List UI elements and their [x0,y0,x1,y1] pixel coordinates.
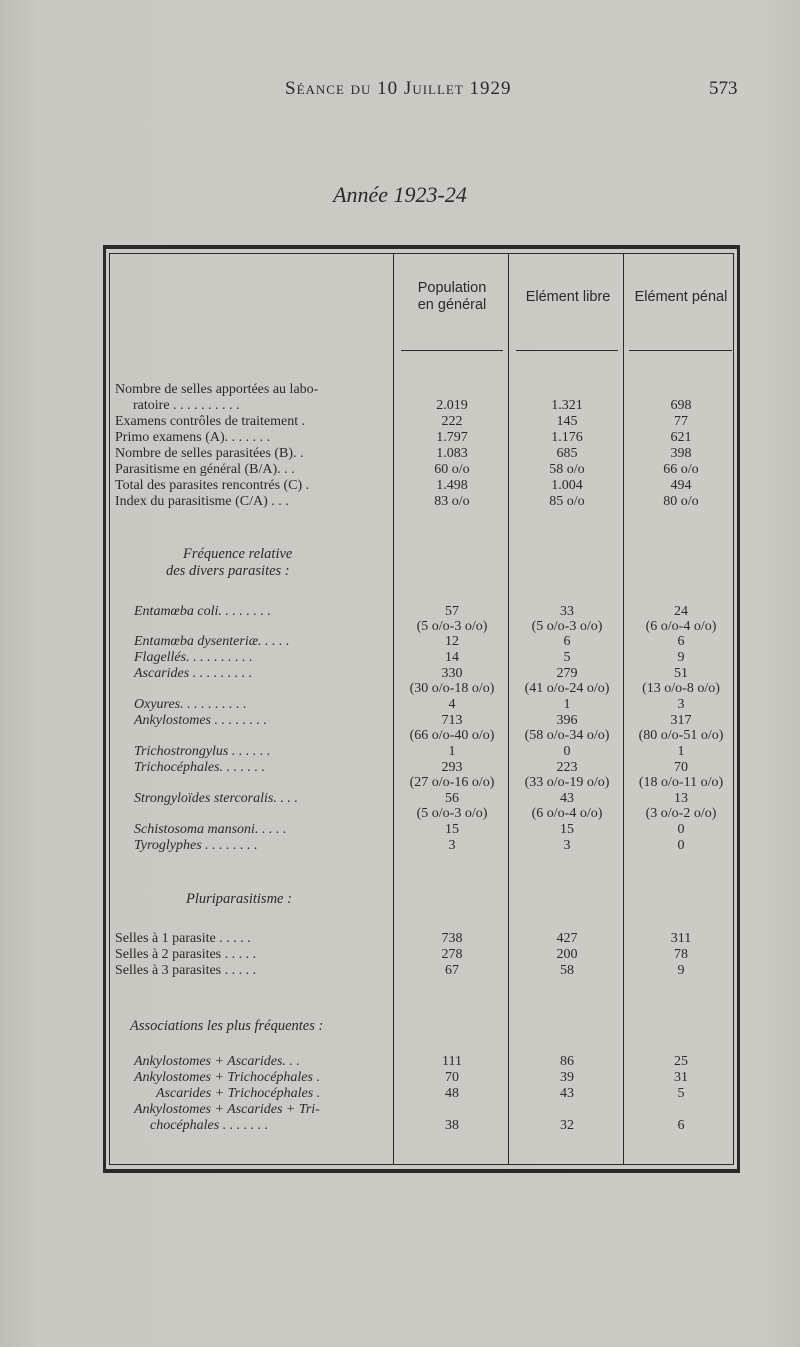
table-row [0,760,800,776]
row-label: Ankylostomes + Ascarides. . . [134,1054,300,1069]
row-value-3: (3 o/o-2 o/o) [645,806,717,821]
row-value-1: (5 o/o-3 o/o) [416,806,488,821]
row-value-3: 621 [670,430,692,445]
row-value-2: 58 o/o [549,462,585,477]
row-value-3: 3 [677,697,685,712]
row-label: Ascarides + Trichocéphales . [156,1086,321,1101]
running-title: Séance du 10 Juillet 1929 [285,78,512,99]
table-row [0,1102,800,1118]
row-value-3: 70 [674,760,688,775]
header-rule [516,350,618,351]
row-label: Trichostrongylus . . . . . . [134,744,271,759]
row-label: Examens contrôles de traitement . [115,414,306,429]
table-row [0,806,800,822]
row-label: Ankylostomes + Ascarides + Tri- [134,1102,320,1117]
row-value-3: 31 [674,1070,688,1085]
table-row [0,963,800,979]
row-label: Schistosoma mansoni. . . . . [134,822,287,837]
row-value-3: 66 o/o [663,462,699,477]
row-value-1: 60 o/o [434,462,470,477]
row-value-1: 38 [445,1118,459,1133]
row-value-2: 0 [563,744,571,759]
table-row [0,430,800,446]
row-value-3: 494 [670,478,692,493]
row-value-2: 396 [556,713,578,728]
table-row [0,744,800,760]
row-value-1: 738 [441,931,463,946]
row-value-2: 43 [560,791,574,806]
row-value-2: 1.004 [551,478,583,493]
row-value-3: 398 [670,446,692,461]
page-number: 573 [709,78,738,99]
row-value-2: 85 o/o [549,494,585,509]
table-row [0,791,800,807]
row-value-2: 5 [563,650,571,665]
row-label: Entamœba dysenteriæ. . . . . [134,634,290,649]
row-value-2: 279 [556,666,578,681]
row-label: Tyroglyphes . . . . . . . . [134,838,258,853]
row-value-1: 56 [445,791,459,806]
section-title: Associations les plus fréquentes : [130,1018,324,1034]
table-row [0,446,800,462]
table-row [0,666,800,682]
row-label: Trichocéphales. . . . . . . [134,760,266,775]
row-value-3: 698 [670,398,692,413]
table-row [0,1070,800,1086]
row-value-3: 0 [677,822,685,837]
column-header-line: en général [417,297,487,313]
header-rule [629,350,732,351]
row-value-3: 77 [674,414,688,429]
row-value-2: 43 [560,1086,574,1101]
table-row [0,650,800,666]
row-label: Total des parasites rencontrés (C) . [115,478,310,493]
row-value-1: 1.083 [436,446,468,461]
row-value-3: (6 o/o-4 o/o) [645,619,717,634]
row-value-2: 223 [556,760,578,775]
row-value-2: 427 [556,931,578,946]
table-row [0,775,800,791]
row-label: Nombre de selles parasitées (B). . [115,446,304,461]
row-label: ratoire . . . . . . . . . . [133,398,240,413]
table-row [0,634,800,650]
row-value-2: (5 o/o-3 o/o) [531,619,603,634]
section-title: Pluriparasitisme : [186,891,292,907]
row-value-2: (6 o/o-4 o/o) [531,806,603,821]
row-value-3: 6 [677,1118,685,1133]
row-value-2: (41 o/o-24 o/o) [524,681,610,696]
row-value-3: 9 [677,963,685,978]
row-value-3: 51 [674,666,688,681]
row-value-1: (30 o/o-18 o/o) [409,681,495,696]
row-value-3: (80 o/o-51 o/o) [638,728,724,743]
row-value-3: 1 [677,744,685,759]
row-value-3: 80 o/o [663,494,699,509]
row-value-1: 2.019 [436,398,468,413]
row-label: Selles à 3 parasites . . . . . [115,963,257,978]
row-value-3: 25 [674,1054,688,1069]
row-label: Oxyures. . . . . . . . . . [134,697,247,712]
row-label: Primo examens (A). . . . . . . [115,430,271,445]
row-label: Ankylostomes + Trichocéphales . [134,1070,320,1085]
row-value-3: 24 [674,604,688,619]
row-value-1: 15 [445,822,459,837]
table-row [0,414,800,430]
table-row [0,478,800,494]
row-value-2: 58 [560,963,574,978]
row-label: Index du parasitisme (C/A) . . . [115,494,289,509]
row-value-3: 5 [677,1086,685,1101]
table-row [0,382,800,398]
row-value-1: 330 [441,666,463,681]
row-value-2: (58 o/o-34 o/o) [524,728,610,743]
table-row [0,494,800,510]
column-header-penal: Elément pénal [634,289,728,305]
row-value-3: 311 [670,931,692,946]
table-row [0,619,800,635]
row-label: Flagellés. . . . . . . . . . [134,650,253,665]
table-row [0,931,800,947]
column-header-libre: Elément libre [525,289,611,305]
row-value-1: 3 [448,838,456,853]
row-value-2: 6 [563,634,571,649]
page-header [0,78,800,106]
table-row [0,1054,800,1070]
table-row [0,1086,800,1102]
row-label: Strongyloïdes stercoralis. . . . [134,791,298,806]
row-value-1: 713 [441,713,463,728]
table-row [0,604,800,620]
column-header-population [396,280,508,314]
row-value-1: 1 [448,744,456,759]
row-value-1: 1.797 [436,430,468,445]
row-label: Selles à 1 parasite . . . . . [115,931,251,946]
row-value-3: 9 [677,650,685,665]
row-value-2: 33 [560,604,574,619]
row-value-1: (27 o/o-16 o/o) [409,775,495,790]
row-value-1: 83 o/o [434,494,470,509]
row-value-3: (13 o/o-8 o/o) [642,681,720,696]
header-rule [401,350,503,351]
table-row [0,1118,800,1134]
row-value-1: 1.498 [436,478,468,493]
row-label: Nombre de selles apportées au labo- [115,382,319,397]
row-value-2: 39 [560,1070,574,1085]
table-row [0,462,800,478]
row-value-3: (18 o/o-11 o/o) [638,775,724,790]
row-value-2: 86 [560,1054,574,1069]
row-value-3: 6 [677,634,685,649]
table-row [0,947,800,963]
row-value-1: 111 [442,1054,462,1069]
row-value-2: 200 [556,947,578,962]
row-value-2: 1.321 [551,398,583,413]
row-value-3: 317 [670,713,692,728]
row-label: Entamœba coli. . . . . . . . [134,604,271,619]
section-title: Fréquence relative [183,546,293,562]
row-value-1: 4 [448,697,456,712]
table-row [0,838,800,854]
table-row [0,822,800,838]
row-value-1: 48 [445,1086,459,1101]
table-row [0,728,800,744]
section-title: des divers parasites : [166,563,290,579]
row-value-3: 78 [674,947,688,962]
table-title: Année 1923-24 [333,182,467,207]
row-value-1: (66 o/o-40 o/o) [409,728,495,743]
row-value-1: 293 [441,760,463,775]
row-label: Ascarides . . . . . . . . . [134,666,253,681]
row-value-2: 1.176 [551,430,583,445]
row-value-3: 13 [674,791,688,806]
row-value-2: 145 [556,414,578,429]
row-value-1: 14 [445,650,459,665]
row-label: chocéphales . . . . . . . [150,1118,269,1133]
row-value-2: 32 [560,1118,574,1133]
row-value-1: 278 [441,947,463,962]
row-value-2: 15 [560,822,574,837]
table-row [0,697,800,713]
row-value-2: 1 [563,697,571,712]
row-label: Selles à 2 parasites . . . . . [115,947,257,962]
row-label: Parasitisme en général (B/A). . . [115,462,295,477]
column-header-line: Population [417,280,487,296]
row-value-1: 67 [445,963,459,978]
row-value-1: 12 [445,634,459,649]
row-value-1: 222 [441,414,463,429]
row-value-1: (5 o/o-3 o/o) [416,619,488,634]
table-row [0,398,800,414]
table-row [0,713,800,729]
row-label: Ankylostomes . . . . . . . . [134,713,267,728]
row-value-2: 3 [563,838,571,853]
row-value-1: 70 [445,1070,459,1085]
row-value-2: (33 o/o-19 o/o) [524,775,610,790]
row-value-3: 0 [677,838,685,853]
table-row [0,681,800,697]
row-value-2: 685 [556,446,578,461]
row-value-1: 57 [445,604,459,619]
